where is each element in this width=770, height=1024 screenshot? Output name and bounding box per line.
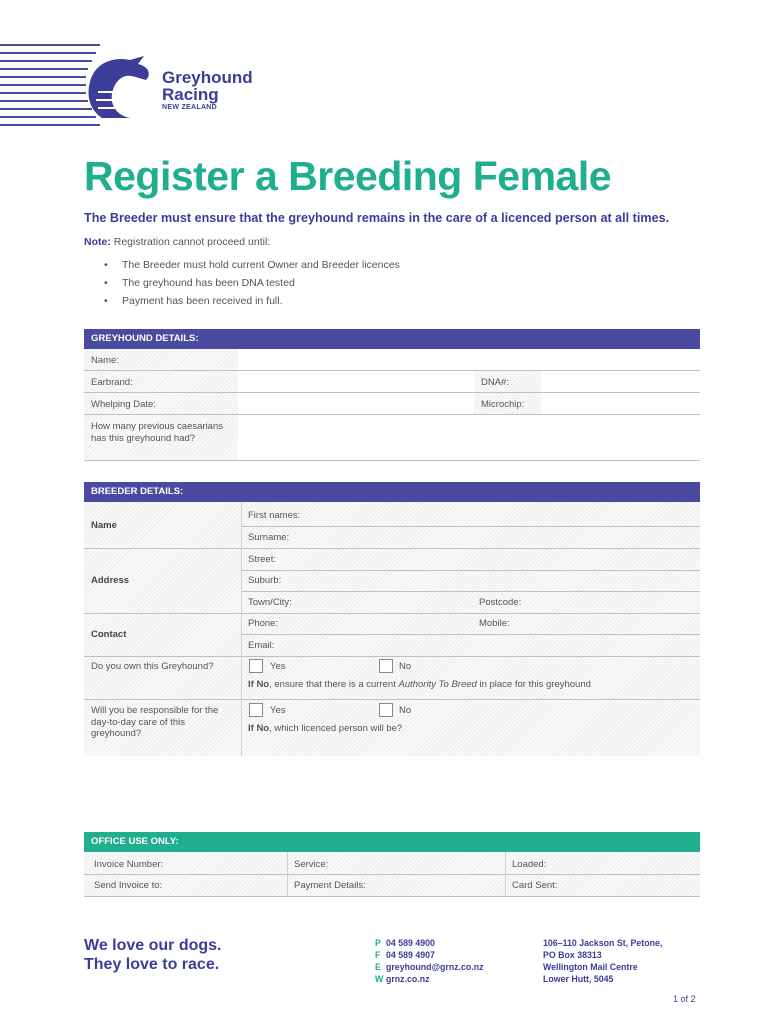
resp-if-no-text: If No, which licenced person will be? bbox=[248, 723, 403, 734]
resp-no-checkbox[interactable] bbox=[379, 703, 393, 717]
footer-slogan-2: They love to race. bbox=[84, 956, 220, 973]
whelping-label: Whelping Date: bbox=[91, 399, 156, 410]
address-label: Address bbox=[91, 575, 130, 586]
name-label: Name: bbox=[91, 355, 119, 366]
greyhound-icon bbox=[82, 52, 162, 124]
contact-email[interactable]: E greyhound@grnz.co.nz bbox=[375, 962, 484, 972]
own-yes-label: Yes bbox=[270, 661, 286, 672]
breeder-details-heading: BREEDER DETAILS: bbox=[84, 482, 700, 502]
dna-field[interactable] bbox=[541, 371, 700, 392]
logo-line1: Greyhound bbox=[162, 68, 253, 87]
subtitle: The Breeder must ensure that the greyhound remains in the care of a licenced person at all times. bbox=[84, 211, 670, 225]
own-if-no-text: If No, ensure that there is a current Authority To Breed in place for this greyhound bbox=[248, 679, 591, 690]
own-no-label: No bbox=[399, 661, 412, 672]
dna-label: DNA#: bbox=[481, 377, 509, 388]
loaded-label: Loaded: bbox=[512, 859, 547, 870]
name-field[interactable] bbox=[238, 349, 700, 370]
invoice-number-label: Invoice Number: bbox=[94, 859, 164, 870]
own-yes-checkbox[interactable] bbox=[249, 659, 263, 673]
greyhound-details-heading: GREYHOUND DETAILS: bbox=[84, 329, 700, 349]
office-use-heading: OFFICE USE ONLY: bbox=[84, 832, 700, 852]
page-title: Register a Breeding Female bbox=[84, 153, 612, 199]
earbrand-field[interactable] bbox=[238, 371, 474, 392]
page-number: 1 of 2 bbox=[673, 994, 696, 1004]
address-line: 106–110 Jackson St, Petone, bbox=[543, 938, 663, 948]
earbrand-label: Earbrand: bbox=[91, 377, 133, 388]
microchip-label: Microchip: bbox=[481, 399, 525, 410]
caesarians-field[interactable] bbox=[238, 415, 700, 460]
own-question: Do you own this Greyhound? bbox=[91, 661, 214, 672]
resp-yes-checkbox[interactable] bbox=[249, 703, 263, 717]
contact-fax: F 04 589 4907 bbox=[375, 950, 435, 960]
address-line: Wellington Mail Centre bbox=[543, 962, 638, 972]
microchip-field[interactable] bbox=[541, 393, 700, 414]
note: Note: Registration cannot proceed until: bbox=[84, 236, 271, 248]
mobile-label[interactable]: Mobile: bbox=[479, 618, 510, 629]
contact-phone: P 04 589 4900 bbox=[375, 938, 435, 948]
own-no-checkbox[interactable] bbox=[379, 659, 393, 673]
service-label: Service: bbox=[294, 859, 329, 870]
resp-yes-label: Yes bbox=[270, 705, 286, 716]
email-label[interactable]: Email: bbox=[248, 640, 275, 651]
logo-line2: Racing bbox=[162, 85, 219, 104]
caesarians-label: How many previous caesarians has this greyhound had? bbox=[91, 421, 224, 444]
card-sent-label: Card Sent: bbox=[512, 880, 558, 891]
resp-no-label: No bbox=[399, 705, 412, 716]
surname-label[interactable]: Surname: bbox=[248, 532, 290, 543]
contact-label: Contact bbox=[91, 629, 127, 640]
send-invoice-label: Send Invoice to: bbox=[94, 880, 163, 891]
postcode-label[interactable]: Postcode: bbox=[479, 597, 522, 608]
phone-label[interactable]: Phone: bbox=[248, 618, 279, 629]
contact-website[interactable]: W grnz.co.nz bbox=[375, 974, 430, 984]
suburb-label[interactable]: Suburb: bbox=[248, 575, 282, 586]
breeder-name-label: Name bbox=[91, 520, 117, 531]
bullet-item: • The Breeder must hold current Owner and Breeder licences bbox=[104, 259, 400, 271]
town-label[interactable]: Town/City: bbox=[248, 597, 292, 608]
responsible-question: Will you be responsible for the day-to-day care of this greyhound? bbox=[91, 705, 219, 739]
address-line: Lower Hutt, 5045 bbox=[543, 974, 614, 984]
first-names-label[interactable]: First names: bbox=[248, 510, 301, 521]
footer-slogan-1: We love our dogs. bbox=[84, 937, 222, 954]
whelping-date-field[interactable] bbox=[238, 393, 474, 414]
bullet-item: • The greyhound has been DNA tested bbox=[104, 277, 295, 289]
street-label[interactable]: Street: bbox=[248, 554, 276, 565]
logo-line3: NEW ZEALAND bbox=[162, 104, 218, 111]
payment-details-label: Payment Details: bbox=[294, 880, 366, 891]
bullet-item: • Payment has been received in full. bbox=[104, 295, 283, 307]
address-line: PO Box 38313 bbox=[543, 950, 602, 960]
